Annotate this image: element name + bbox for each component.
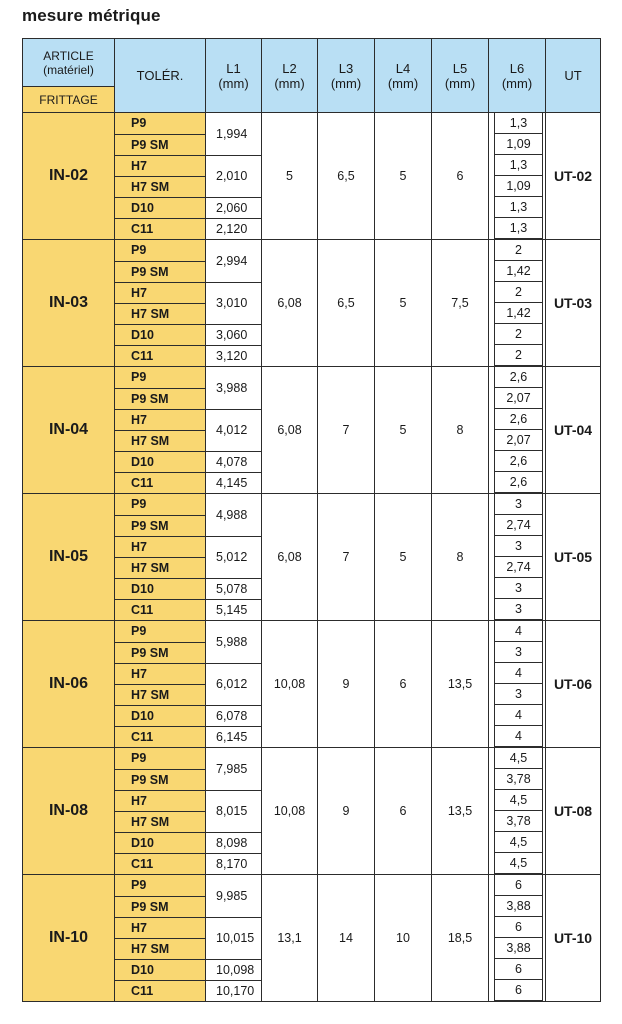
table-row [23,621,601,643]
tolerance-cell: D10 [115,959,206,980]
l6-cell [489,938,546,959]
l4-cell: 6 [375,748,432,875]
article-cell: IN-05 [23,494,115,621]
tolerance-cell: H7 SM [115,303,206,324]
l6-value: 1,09 [494,134,543,155]
ut-cell: UT-02 [546,113,601,240]
l6-value: 6 [494,875,543,896]
tolerance-cell: P9 SM [115,896,206,917]
table-row [23,494,601,516]
ut-cell: UT-08 [546,748,601,875]
l6-value: 3,88 [494,938,543,959]
tolerance-cell: C11 [115,218,206,240]
l6-cell [489,134,546,155]
l6-cell [489,684,546,705]
l1-cell: 3,120 [206,345,262,367]
l6-value: 4,5 [494,832,543,853]
article-cell: IN-10 [23,875,115,1002]
l6-value: 1,3 [494,218,543,239]
l1-cell: 3,060 [206,324,262,345]
l6-cell [489,917,546,938]
l5-cell: 6 [432,113,489,240]
l5-cell: 13,5 [432,621,489,748]
l6-cell [489,240,546,262]
l1-cell: 2,994 [206,240,262,283]
l2-cell: 10,08 [262,621,318,748]
tolerance-cell: P9 SM [115,388,206,409]
l4-cell: 5 [375,240,432,367]
l6-cell [489,113,546,135]
l5-cell: 7,5 [432,240,489,367]
l6-value: 3 [494,684,543,705]
l1-cell: 2,060 [206,197,262,218]
header-l6: L6 (mm) [489,39,546,113]
l1-cell: 8,170 [206,853,262,875]
tolerance-cell: P9 SM [115,261,206,282]
tolerance-cell: H7 [115,409,206,430]
l3-cell: 7 [318,494,375,621]
header-toler: TOLÉR. [115,39,206,113]
l6-value: 2,07 [494,430,543,451]
l6-value: 3 [494,642,543,663]
l6-cell [489,155,546,176]
l6-value: 2,74 [494,557,543,578]
l6-cell [489,769,546,790]
l6-cell [489,494,546,516]
article-cell: IN-03 [23,240,115,367]
l6-cell [489,536,546,557]
l6-value: 2 [494,345,543,366]
ut-cell: UT-06 [546,621,601,748]
l4-cell: 5 [375,494,432,621]
l6-value: 4 [494,705,543,726]
l6-cell [489,875,546,897]
l6-cell [489,980,546,1002]
article-cell: IN-02 [23,113,115,240]
tolerance-cell: P9 SM [115,515,206,536]
l6-cell [489,811,546,832]
l1-cell: 3,988 [206,367,262,410]
l6-cell [489,705,546,726]
l1-cell: 3,010 [206,282,262,324]
l1-cell: 10,015 [206,917,262,959]
l5-cell: 13,5 [432,748,489,875]
ut-cell: UT-04 [546,367,601,494]
tolerance-cell: P9 [115,875,206,897]
l6-value: 3 [494,599,543,620]
header-l2: L2 (mm) [262,39,318,113]
tolerance-cell: H7 SM [115,176,206,197]
l6-cell [489,345,546,367]
l3-cell: 9 [318,621,375,748]
tolerance-cell: C11 [115,345,206,367]
table-row [23,748,601,770]
tolerance-cell: H7 [115,536,206,557]
dimensions-table [22,38,601,1002]
tolerance-cell: C11 [115,599,206,621]
l6-cell [489,324,546,345]
tolerance-cell: H7 [115,917,206,938]
l2-cell: 5 [262,113,318,240]
article-cell: IN-04 [23,367,115,494]
tolerance-cell: C11 [115,726,206,748]
l6-value: 1,09 [494,176,543,197]
tolerance-cell: P9 [115,113,206,135]
l3-cell: 9 [318,748,375,875]
l6-value: 3 [494,494,543,515]
l1-cell: 5,078 [206,578,262,599]
l3-cell: 6,5 [318,240,375,367]
header-l3: L3 (mm) [318,39,375,113]
page-title: mesure métrique [22,6,161,25]
tolerance-cell: H7 SM [115,938,206,959]
tolerance-cell: H7 [115,282,206,303]
ut-cell: UT-03 [546,240,601,367]
l2-cell: 10,08 [262,748,318,875]
tolerance-cell: D10 [115,324,206,345]
header-article: ARTICLE (matériel) [23,39,115,87]
l6-value: 2,6 [494,367,543,388]
l6-cell [489,303,546,324]
l3-cell: 14 [318,875,375,1002]
l1-cell: 4,988 [206,494,262,537]
l1-cell: 6,012 [206,663,262,705]
table-body [23,113,601,1002]
tolerance-cell: D10 [115,451,206,472]
l6-value: 4 [494,726,543,747]
l6-value: 2,07 [494,388,543,409]
l6-cell [489,197,546,218]
l6-cell [489,790,546,811]
tolerance-cell: C11 [115,980,206,1002]
l2-cell: 6,08 [262,240,318,367]
l6-value: 2,74 [494,515,543,536]
tolerance-cell: P9 [115,494,206,516]
l6-value: 4 [494,621,543,642]
l1-cell: 10,098 [206,959,262,980]
l6-value: 6 [494,917,543,938]
l6-cell [489,472,546,494]
l6-cell [489,451,546,472]
l6-value: 4,5 [494,748,543,769]
table-row [23,240,601,262]
l5-cell: 18,5 [432,875,489,1002]
l6-cell [489,599,546,621]
article-cell: IN-08 [23,748,115,875]
l2-cell: 6,08 [262,494,318,621]
l1-cell: 2,010 [206,155,262,197]
l1-cell: 4,012 [206,409,262,451]
l1-cell: 1,994 [206,113,262,156]
tolerance-cell: H7 SM [115,557,206,578]
l6-value: 2 [494,240,543,261]
l6-cell [489,748,546,770]
l6-value: 2 [494,282,543,303]
l6-value: 1,3 [494,197,543,218]
l6-cell [489,409,546,430]
l6-cell [489,726,546,748]
tolerance-cell: H7 SM [115,811,206,832]
l6-cell [489,557,546,578]
l6-cell [489,578,546,599]
tolerance-cell: P9 SM [115,769,206,790]
table-row [23,113,601,135]
l4-cell: 5 [375,367,432,494]
l6-cell [489,388,546,409]
l6-value: 4,5 [494,790,543,811]
header-l1: L1 (mm) [206,39,262,113]
tolerance-cell: P9 [115,748,206,770]
l1-cell: 2,120 [206,218,262,240]
l4-cell: 10 [375,875,432,1002]
tolerance-cell: P9 [115,621,206,643]
tolerance-cell: H7 [115,663,206,684]
tolerance-cell: P9 SM [115,642,206,663]
l2-cell: 13,1 [262,875,318,1002]
l6-value: 2,6 [494,409,543,430]
tolerance-cell: H7 SM [115,684,206,705]
l4-cell: 6 [375,621,432,748]
header-l4: L4 (mm) [375,39,432,113]
l6-cell [489,367,546,389]
l6-cell [489,515,546,536]
l6-value: 4 [494,663,543,684]
l6-cell [489,663,546,684]
l6-cell [489,430,546,451]
l6-value: 2,6 [494,472,543,493]
l6-cell [489,621,546,643]
l3-cell: 7 [318,367,375,494]
l2-cell: 6,08 [262,367,318,494]
l6-value: 4,5 [494,853,543,874]
l6-cell [489,642,546,663]
tolerance-cell: D10 [115,705,206,726]
l6-value: 6 [494,980,543,1001]
header-frittage: FRITTAGE [23,87,115,113]
l5-cell: 8 [432,367,489,494]
tolerance-cell: H7 SM [115,430,206,451]
tolerance-cell: P9 SM [115,134,206,155]
l1-cell: 4,145 [206,472,262,494]
table-row [23,367,601,389]
l6-cell [489,176,546,197]
l1-cell: 8,015 [206,790,262,832]
l6-value: 6 [494,959,543,980]
l6-value: 1,3 [494,155,543,176]
l6-value: 3 [494,578,543,599]
l6-cell [489,853,546,875]
l3-cell: 6,5 [318,113,375,240]
l1-cell: 9,985 [206,875,262,918]
header-ut: UT [546,39,601,113]
ut-cell: UT-10 [546,875,601,1002]
l1-cell: 10,170 [206,980,262,1002]
tolerance-cell: D10 [115,832,206,853]
l1-cell: 8,098 [206,832,262,853]
tolerance-cell: C11 [115,853,206,875]
l6-cell [489,832,546,853]
l6-cell [489,959,546,980]
l6-value: 3 [494,536,543,557]
l1-cell: 4,078 [206,451,262,472]
ut-cell: UT-05 [546,494,601,621]
l6-value: 3,78 [494,811,543,832]
tolerance-cell: C11 [115,472,206,494]
tolerance-cell: H7 [115,155,206,176]
l6-value: 1,42 [494,261,543,282]
tolerance-cell: P9 [115,367,206,389]
l6-value: 3,78 [494,769,543,790]
l6-value: 3,88 [494,896,543,917]
l6-cell [489,282,546,303]
l6-value: 2,6 [494,451,543,472]
l5-cell: 8 [432,494,489,621]
l1-cell: 5,145 [206,599,262,621]
tolerance-cell: D10 [115,197,206,218]
l1-cell: 5,012 [206,536,262,578]
l6-cell [489,896,546,917]
l6-value: 1,3 [494,113,543,134]
tolerance-cell: H7 [115,790,206,811]
l1-cell: 7,985 [206,748,262,791]
article-cell: IN-06 [23,621,115,748]
l1-cell: 6,078 [206,705,262,726]
l6-cell [489,218,546,240]
l6-value: 2 [494,324,543,345]
tolerance-cell: D10 [115,578,206,599]
header-l5: L5 (mm) [432,39,489,113]
l1-cell: 6,145 [206,726,262,748]
l1-cell: 5,988 [206,621,262,664]
table-row [23,875,601,897]
l4-cell: 5 [375,113,432,240]
tolerance-cell: P9 [115,240,206,262]
l6-value: 1,42 [494,303,543,324]
l6-cell [489,261,546,282]
